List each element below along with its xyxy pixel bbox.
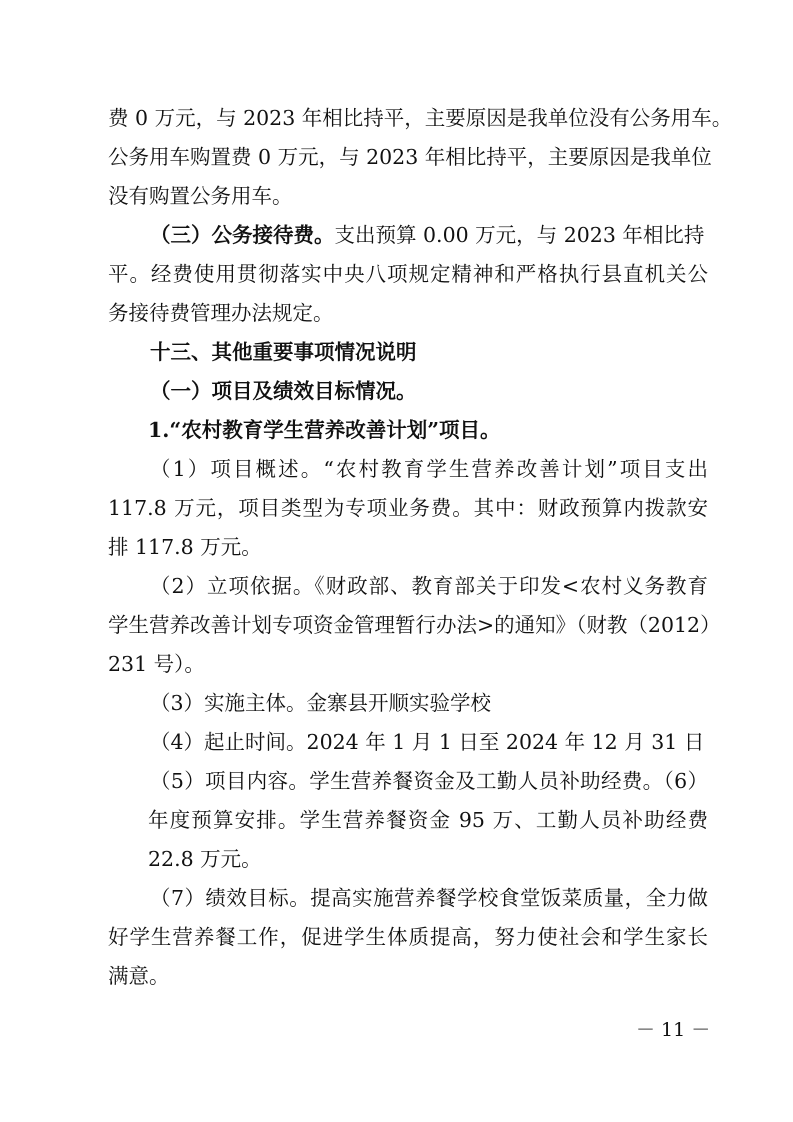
paragraph-text: 支出预算 0.00 万元，与 2023 年相比持	[334, 223, 705, 247]
paragraph-line: 满意。	[108, 964, 170, 988]
paragraph-line: （5）项目内容。学生营养餐资金及工勤人员补助经费。（6）	[150, 769, 708, 793]
paragraph-line: 平。经费使用贯彻落实中央八项规定精神和严格执行县直机关公	[108, 262, 708, 286]
section-heading-13: 十三、其他重要事项情况说明	[150, 340, 417, 364]
page-number: － 11 －	[636, 1019, 711, 1041]
paragraph-line: （2）立项依据。《财政部、教育部关于印发<农村义务教育	[150, 574, 708, 598]
section-heading-reception-fee: （三）公务接待费。	[150, 223, 335, 247]
paragraph-line: 没有购置公务用车。	[108, 184, 293, 208]
paragraph-line: 公务用车购置费 0 万元，与 2023 年相比持平，主要原因是我单位	[108, 145, 712, 169]
paragraph-line: （3）实施主体。金寨县开顺实验学校	[150, 691, 492, 715]
paragraph-line: （1）项目概述。“农村教育学生营养改善计划”项目支出	[150, 457, 708, 481]
paragraph-line	[150, 221, 708, 249]
paragraph-line: 117.8 万元，项目类型为专项业务费。其中：财政预算内拨款安	[108, 496, 708, 520]
paragraph-line: 费 0 万元，与 2023 年相比持平，主要原因是我单位没有公务用车。	[108, 106, 733, 130]
paragraph-line: 排 117.8 万元。	[108, 535, 262, 559]
paragraph-line: （4）起止时间。2024 年 1 月 1 日至 2024 年 12 月 31 日	[150, 730, 705, 754]
paragraph-line: 好学生营养餐工作，促进学生体质提高，努力使社会和学生家长	[108, 925, 708, 949]
paragraph-line: 22.8 万元。	[148, 847, 262, 871]
project-heading-1: 1.“农村教育学生营养改善计划”项目。	[148, 418, 501, 442]
paragraph-line: 务接待费管理办法规定。	[108, 301, 334, 325]
paragraph-line: 231 号）。	[108, 652, 205, 676]
paragraph-line: （7）绩效目标。提高实施营养餐学校食堂饭菜质量，全力做	[150, 886, 708, 910]
paragraph-line: 学生营养改善计划专项资金管理暂行办法>的通知》（财教（2012）	[108, 613, 721, 637]
paragraph-line: 年度预算安排。学生营养餐资金 95 万、工勤人员补助经费	[148, 808, 708, 832]
subsection-heading-1: （一）项目及绩效目标情况。	[150, 379, 417, 403]
